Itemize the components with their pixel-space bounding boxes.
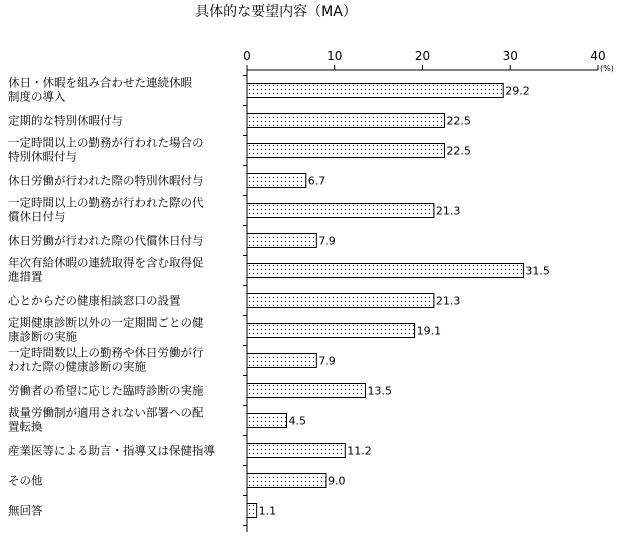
category-label: 休日労働が行われた際の代償休日付与	[8, 233, 204, 248]
bar	[247, 324, 415, 338]
x-tick-label: 0	[243, 49, 251, 63]
unit-label: (%)	[600, 64, 614, 73]
category-label: その他	[8, 473, 43, 488]
bar	[247, 204, 434, 218]
bar	[247, 414, 286, 428]
value-label: 4.5	[288, 414, 306, 428]
value-label: 1.1	[258, 504, 277, 518]
x-tick-label: 40	[590, 49, 606, 63]
chart-title: 具体的な要望内容（MA）	[195, 4, 357, 20]
category-label: われた際の健康診断の実施	[8, 359, 146, 374]
bar	[247, 144, 444, 158]
bar	[247, 234, 316, 248]
value-label: 19.1	[416, 324, 442, 338]
bar	[247, 114, 444, 128]
value-label: 7.9	[318, 234, 336, 248]
value-label: 21.3	[435, 294, 461, 308]
value-label: 6.7	[307, 174, 326, 188]
category-label: 一定時間以上の勤務が行われた際の代	[8, 195, 204, 210]
category-label: 置転換	[8, 419, 43, 434]
category-label: 特別休暇付与	[8, 149, 77, 164]
category-label: 一定時間以上の勤務が行われた場合の	[8, 135, 204, 150]
category-label: 無回答	[8, 503, 43, 518]
bar	[247, 84, 503, 98]
category-label: 産業医等による助言・指導又は保健指導	[8, 443, 215, 458]
value-label: 21.3	[435, 204, 461, 218]
x-tick-label: 10	[327, 49, 343, 63]
value-label: 22.5	[446, 114, 471, 128]
category-label: 定期的な特別休暇付与	[8, 113, 123, 128]
category-label: 進措置	[8, 269, 43, 284]
bar	[247, 264, 523, 278]
category-label: 休日労働が行われた際の特別休暇付与	[8, 173, 204, 188]
category-label: 裁量労働制が適用されない部署への配	[8, 405, 204, 420]
value-label: 29.2	[505, 84, 530, 98]
category-label: 償休日付与	[8, 209, 66, 224]
value-label: 22.5	[446, 144, 471, 158]
category-label: 心とからだの健康相談窓口の設置	[8, 293, 181, 308]
x-tick-label: 20	[414, 49, 431, 63]
bar	[247, 444, 345, 458]
x-tick-label: 30	[502, 49, 518, 63]
category-label: 康診断の実施	[8, 329, 77, 344]
bar	[247, 354, 316, 368]
category-label: 休日・休暇を組み合わせた連続休暇	[8, 75, 192, 90]
bar	[247, 474, 326, 488]
category-label: 労働者の希望に応じた臨時診断の実施	[8, 383, 204, 398]
bar	[247, 384, 365, 398]
bar	[247, 174, 306, 188]
category-label: 制度の導入	[8, 89, 66, 104]
value-label: 9.0	[327, 474, 346, 488]
category-label: 定期健康診断以外の一定期間ごとの健	[8, 315, 204, 330]
category-label: 一定時間数以上の勤務や休日労働が行	[8, 345, 204, 360]
category-label: 年次有給休暇の連続取得を含む取得促	[8, 255, 204, 270]
value-label: 31.5	[525, 264, 550, 278]
value-label: 11.2	[347, 444, 372, 458]
bar	[247, 294, 434, 308]
bar	[247, 504, 257, 518]
value-label: 13.5	[367, 384, 392, 398]
value-label: 7.9	[318, 354, 336, 368]
